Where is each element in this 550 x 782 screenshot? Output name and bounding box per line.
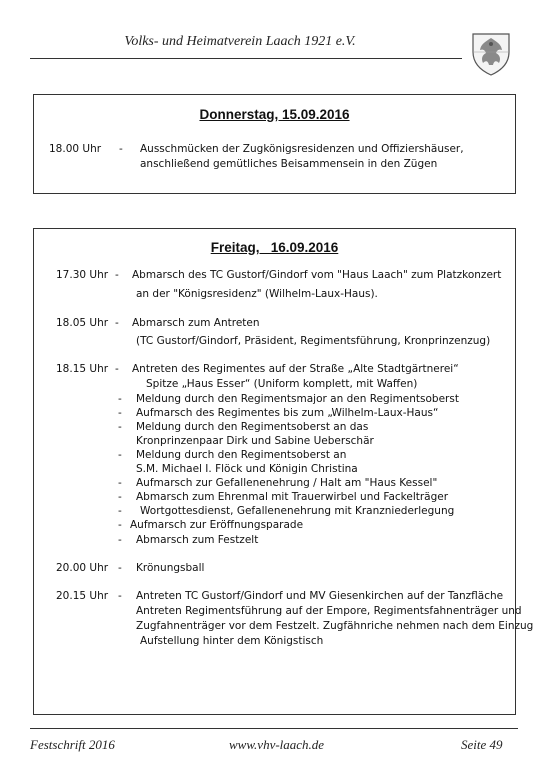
page-number: Seite 49	[461, 737, 503, 752]
footer-rule	[30, 728, 518, 729]
time-label: 18.00 Uhr	[49, 143, 102, 155]
event-line: Spitze „Haus Esser“ (Uniform komplett, mit Waffen)	[146, 378, 418, 390]
time-label: 20.00 Uhr	[56, 562, 109, 574]
dash: -	[118, 534, 122, 546]
time-label: 18.15 Uhr	[56, 363, 109, 375]
event-line: an der "Königsresidenz" (Wilhelm-Laux-Haus).	[136, 288, 378, 300]
event-line: Krönungsball	[136, 562, 205, 574]
schedule-box-friday	[33, 228, 534, 715]
sub-item: Wortgottesdienst, Gefallenenehrung mit Kranzniederlegung	[140, 505, 455, 517]
dash: -	[118, 505, 122, 517]
event-line: (TC Gustorf/Gindorf, Präsident, Regimentsführung, Kronprinzenzug)	[136, 335, 491, 347]
dash: -	[118, 562, 122, 574]
sub-item: Aufmarsch zur Gefallenenehrung / Halt am "Haus Kessel"	[136, 477, 438, 489]
event-line: Abmarsch zum Antreten	[132, 317, 260, 329]
dash: -	[115, 269, 119, 281]
sub-item: Aufmarsch des Regimentes bis zum „Wilhelm-Laux-Haus“	[136, 407, 439, 419]
footer-publication: Festschrift 2016	[30, 737, 115, 752]
dash: -	[115, 363, 119, 375]
event-line: Antreten TC Gustorf/Gindorf und MV Giesenkirchen auf der Tanzfläche	[136, 590, 504, 602]
dash: -	[118, 519, 122, 531]
event-line: Antreten Regimentsführung auf der Empore, Regimentsfahnenträger und	[136, 605, 522, 617]
dash: -	[118, 449, 122, 461]
event-line: Aufstellung hinter dem Königstisch	[140, 635, 324, 647]
dash: -	[118, 477, 122, 489]
footer-website: www.vhv-laach.de	[229, 737, 325, 752]
dash: -	[118, 590, 122, 602]
sub-item: Meldung durch den Regimentsoberst an das	[136, 421, 369, 433]
dash: -	[118, 421, 122, 433]
sub-item: Aufmarsch zur Eröffnungsparade	[130, 519, 304, 531]
sub-item: Abmarsch zum Ehrenmal mit Trauerwirbel und Fackelträger	[136, 491, 449, 503]
day-title-friday: Freitag, 16.09.2016	[210, 240, 339, 255]
header-title: Volks- und Heimatverein Laach 1921 e.V.	[124, 34, 356, 49]
sub-item: Meldung durch den Regimentsoberst an	[136, 449, 347, 461]
event-line: Antreten des Regimentes auf der Straße „Alte Stadtgärtnerei“	[132, 363, 459, 375]
dash: -	[118, 407, 122, 419]
day-title-thursday: Donnerstag, 15.09.2016	[199, 107, 350, 122]
sub-item: Kronprinzenpaar Dirk und Sabine Ueberschär	[136, 435, 374, 447]
time-label: 17.30 Uhr	[56, 269, 109, 281]
dash: -	[118, 491, 122, 503]
event-line: Ausschmücken der Zugkönigsresidenzen und Offiziershäuser,	[140, 143, 464, 155]
event-line: Zugfahnenträger vor dem Festzelt. Zugfähnriche nehmen nach dem Einzug	[136, 620, 534, 632]
event-line: anschließend gemütliches Beisammensein in den Zügen	[140, 158, 438, 170]
dash: -	[118, 393, 122, 405]
sub-item: Abmarsch zum Festzelt	[136, 534, 259, 546]
time-label: 18.05 Uhr	[56, 317, 109, 329]
header-rule	[30, 58, 462, 59]
dash: -	[119, 143, 123, 155]
dash: -	[115, 317, 119, 329]
time-label: 20.15 Uhr	[56, 590, 109, 602]
sub-item: S.M. Michael I. Flöck und Königin Christina	[136, 463, 358, 475]
schedule-box-thursday	[33, 94, 516, 194]
coat-of-arms-icon	[467, 30, 515, 78]
sub-item: Meldung durch den Regimentsmajor an den Regimentsoberst	[136, 393, 459, 405]
event-line: Abmarsch des TC Gustorf/Gindorf vom "Haus Laach" zum Platzkonzert	[132, 269, 502, 281]
